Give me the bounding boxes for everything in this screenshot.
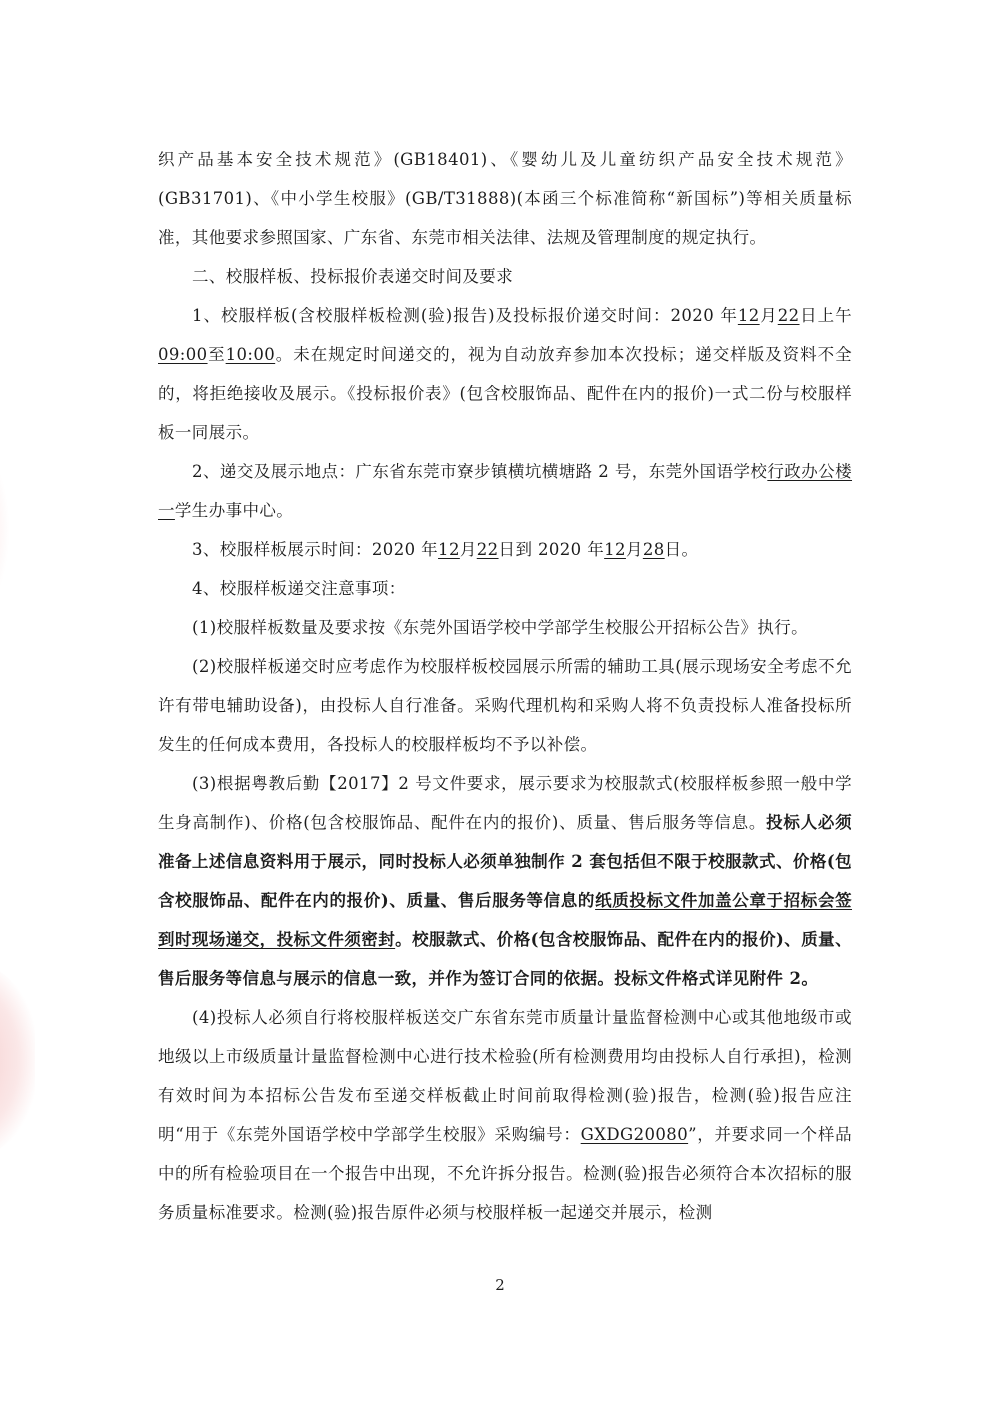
paragraph-note-3: (3)根据粤教后勤【2017】2 号文件要求，展示要求为校服款式(校服样板参照一般中学生身高制作)、价格(包含校服饰品、配件在内的报价)、质量、售后服务等信息。投标人必须准备上述信息资料用于展示，同时投标人必须单独制作 2 套包括但不限于校服款式、价格(包含校服饰品、配件在内的报价)、质量、售后服务等信息的纸质投标文件加盖公章于招标会签到时现场递交，投标文件须密封。校服款式、价格(包含校服饰品、配件在内的报价)、质量、售后服务等信息与展示的信息一致，并作为签订合同的依据。投标文件格式详见附件 2。 [158, 774, 853, 988]
location-building: 行政办公楼一 [158, 462, 853, 520]
paragraph-note-4: (4)投标人必须自行将校服样板送交广东省东莞市质量计量监督检测中心或其他地级市或地级以上市级质量计量监督检测中心进行技术检验(所有检测费用均由投标人自行承担)，检测有效时间为本招标公告发布至递交样板截止时间前取得检测(验)报告，检测(验)报告应注明“用于《东莞外国语学校中学部学生校服》采购编号：GXDG20080”，并要求同一个样品中的所有检验项目在一个报告中出现，不允许拆分报告。检测(验)报告必须符合本次招标的服务质量标准要求。检测(验)报告原件必须与校服样板一起递交并展示，检测 [158, 1008, 853, 1222]
paragraph-standards: 织产品基本安全技术规范》(GB18401)、《婴幼儿及儿童纺织产品安全技术规范》(GB31701)、《中小学生校服》(GB/T31888)(本函三个标准简称“新国标”)等相关质量标准，其他要求参照国家、广东省、东莞市相关法律、法规及管理制度的规定执行。 [158, 150, 852, 247]
sealed-bid-requirement: 纸质投标文件加盖公章于招标会签到时现场递交，投标文件须密封 [158, 891, 853, 949]
paragraph-note-2: (2)校服样板递交时应考虑作为校服样板校园展示所需的辅助工具(展示现场安全考虑不允许有带电辅助设备)，由投标人自行准备。采购代理机构和采购人将不负责投标人准备投标所发生的任何成本费用，各投标人的校服样板均不予以补偿。 [158, 657, 852, 754]
submission-month: 12 [737, 306, 760, 325]
submission-start-time: 09:00 [158, 345, 208, 364]
paragraph-note-1: (1)校服样板数量及要求按《东莞外国语学校中学部学生校服公开招标公告》执行。 [192, 618, 809, 637]
page-number: 2 [495, 1276, 505, 1294]
red-seal-stamp [0, 960, 35, 1160]
paragraph-submission-time: 1、校服样板(含校服样板检测(验)报告)及投标报价递交时间：2020 年12月22日上午09:00至10:00。未在规定时间递交的，视为自动放弃参加本次投标；递交样版及资料不全的，将拒绝接收及展示。《投标报价表》(包含校服饰品、配件在内的报价)一式二份与校服样板一同展示。 [158, 306, 853, 442]
paragraph-notes-heading: 4、校服样板递交注意事项： [192, 579, 406, 598]
paragraph-display-time: 3、校服样板展示时间：2020 年12月22日到 2020 年12月28日。 [192, 540, 699, 559]
seal-stamp-edge [0, 440, 10, 620]
procurement-code: GXDG20080 [580, 1125, 689, 1144]
paragraph-location: 2、递交及展示地点：广东省东莞市寮步镇横坑横塘路 2 号，东莞外国语学校行政办公楼一学生办事中心。 [158, 462, 853, 520]
document-body [158, 140, 852, 1232]
section-heading-2: 二、校服样板、投标报价表递交时间及要求 [192, 267, 514, 286]
submission-day: 22 [777, 306, 800, 325]
submission-end-time: 10:00 [225, 345, 276, 364]
